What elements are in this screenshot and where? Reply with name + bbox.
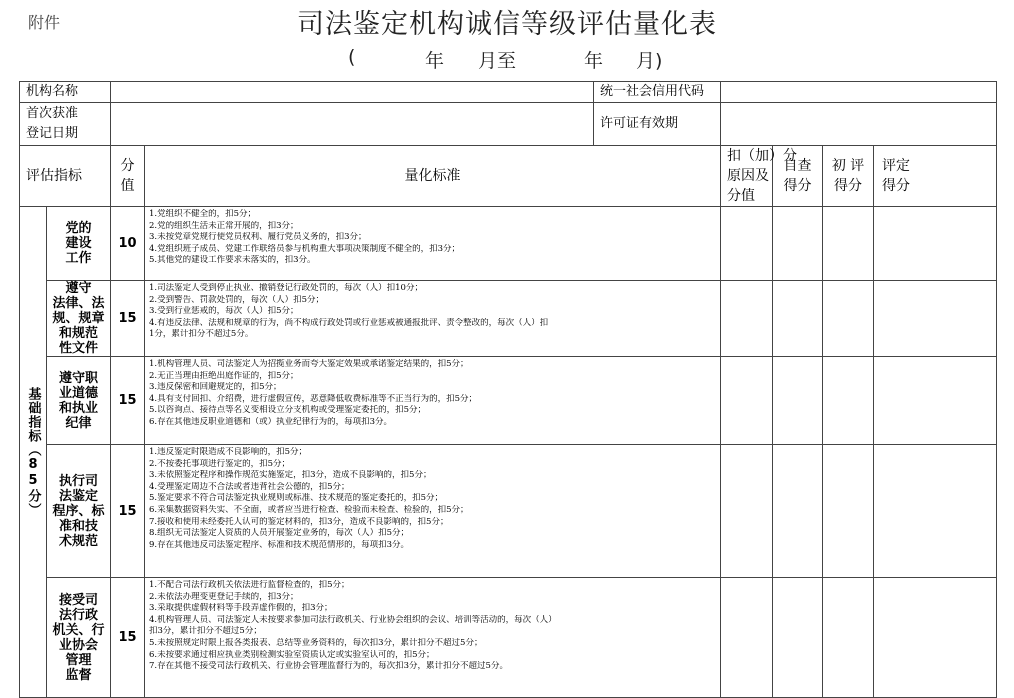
annex-label: 附件 <box>28 13 61 32</box>
first-registration-label-line1: 首次获准 <box>26 106 79 121</box>
category-line: 准和技 <box>59 518 99 534</box>
table-row <box>20 207 997 281</box>
deduction-header-line2: 原因及分值 <box>727 168 770 204</box>
standard-item: 扣3分，累计扣分不超过5分； <box>149 626 262 637</box>
category-line: 法行政 <box>59 607 99 623</box>
initial-review-header-line2: 得分 <box>834 178 863 194</box>
final-rating-score-field[interactable] <box>874 207 997 281</box>
standard-item: 1.不配合司法行政机关依法进行监督检查的，扣5分； <box>149 580 350 590</box>
final-rating-score-field[interactable] <box>874 357 997 445</box>
standard-item: 8.组织无司法鉴定人资质的人员开展鉴定业务的，每次（人）扣5分； <box>149 528 410 539</box>
self-check-header-line2: 得分 <box>783 178 812 194</box>
table-row <box>20 281 997 357</box>
initial-review-score-field[interactable] <box>823 281 874 357</box>
standard-item: 5.鉴定要求不符合司法鉴定执业规则或标准、技术规范的鉴定委托的，扣5分； <box>149 493 444 504</box>
final-rating-header-line1: 评定 <box>882 158 911 174</box>
first-registration-date-field[interactable] <box>111 103 594 146</box>
standard-item: 3.未依照鉴定程序和操作规范实施鉴定，扣3分，造成不良影响的，扣5分； <box>149 470 432 481</box>
category-line: 机关、行 <box>52 622 105 638</box>
standard-item: 1.党组织不健全的，扣5分； <box>149 209 257 219</box>
license-validity-field[interactable] <box>721 103 997 146</box>
standard-item: 4.有违反法律、法规和规章的行为，尚不构成行政处罚或行业惩戒被通报批评、责令整改的，每次（人）扣 <box>149 317 549 328</box>
page-title: 司法鉴定机构诚信等级评估量化表 <box>297 9 717 40</box>
category-line: 执行司 <box>59 473 99 489</box>
standard-item: 6.存在其他违反职业道德和（或）执业纪律行为的，每项扣3分。 <box>149 416 393 427</box>
standard-item: 5.未按照规定时限上报各类报表、总结等业务资料的，每次扣3分，累计扣分不超过5分； <box>149 637 483 648</box>
credit-code-label: 统一社会信用代码 <box>594 82 721 103</box>
standard-item: 3.采取提供虚假材料等手段弄虚作假的，扣3分； <box>149 603 333 614</box>
category-line: 接受司 <box>59 592 99 608</box>
score-value: 15 <box>111 578 145 698</box>
standard-item: 5.其他党的建设工作要求未落实的，扣3分。 <box>149 255 316 266</box>
category-cell <box>47 445 111 578</box>
evaluation-table <box>19 81 997 698</box>
period-month-to: 月至 <box>478 50 517 72</box>
standard-item: 9.存在其他违反司法鉴定程序、标准和技术规范情形的，每项扣3分。 <box>149 539 410 550</box>
category-line: 建设 <box>65 236 92 251</box>
period-year-end: 年 <box>584 50 604 72</box>
standard-item: 2.党的组织生活未正常开展的，扣3分； <box>149 220 299 231</box>
category-line: 业协会 <box>59 637 99 653</box>
first-registration-label <box>20 103 111 146</box>
indicator-header: 评估指标 <box>20 146 111 207</box>
standard-header: 量化标准 <box>145 146 721 207</box>
category-line: 法律、法 <box>52 296 105 311</box>
standard-item: 2.未依法办理变更登记手续的，扣3分； <box>149 591 299 602</box>
standard-item: 3.受到行业惩戒的，每次（人）扣5分； <box>149 306 299 317</box>
initial-review-score-field[interactable] <box>823 357 874 445</box>
score-header <box>111 146 145 207</box>
deduction-reason-field[interactable] <box>721 207 773 281</box>
standard-item: 2.无正当理由拒绝出庭作证的，扣5分； <box>149 370 299 381</box>
standard-item: 1.机构管理人员、司法鉴定人为招揽业务而夸大鉴定效果或承诺鉴定结果的，扣5分； <box>149 359 469 369</box>
standard-cell <box>145 281 721 357</box>
standard-item: 3.违反保密和回避规定的，扣5分； <box>149 382 282 393</box>
standard-cell <box>145 357 721 445</box>
deduction-reason-field[interactable] <box>721 281 773 357</box>
category-line: 性文件 <box>59 341 99 356</box>
standard-item: 7.存在其他不接受司法行政机关、行业协会管理监督行为的，每次扣3分，累计扣分不超过5分。 <box>149 661 508 672</box>
basic-indicator-group-label: 基础指标（85分） <box>25 387 41 517</box>
score-value: 10 <box>111 207 145 281</box>
category-cell <box>47 281 111 357</box>
self-check-score-field[interactable] <box>773 578 823 698</box>
category-line: 工作 <box>65 251 92 266</box>
standard-item: 6.采集数据资料失实、不全面，或者应当进行检查、检验而未检查、检验的，扣5分； <box>149 504 469 515</box>
category-line: 术规范 <box>59 533 99 549</box>
deduction-reason-field[interactable] <box>721 445 773 578</box>
org-name-row <box>20 82 997 103</box>
category-cell <box>47 578 111 698</box>
category-line: 业道德 <box>59 385 99 401</box>
self-check-score-field[interactable] <box>773 445 823 578</box>
score-value: 15 <box>111 281 145 357</box>
org-name-field[interactable] <box>111 82 594 103</box>
table-row <box>20 357 997 445</box>
initial-review-score-field[interactable] <box>823 578 874 698</box>
standard-item: 1.司法鉴定人受到停止执业、撤销登记行政处罚的，每次（人）扣10分； <box>149 283 423 293</box>
table-row <box>20 578 997 698</box>
category-line: 遵守职 <box>59 370 99 386</box>
license-validity-label: 许可证有效期 <box>594 103 721 146</box>
standard-item: 4.党组织班子成员、党建工作联络员参与机构重大事项决策制度不健全的，扣3分； <box>149 243 461 254</box>
standard-item: 2.不按委托事项进行鉴定的，扣5分； <box>149 458 291 469</box>
category-line: 纪律 <box>65 415 92 431</box>
category-line: 和执业 <box>59 400 99 416</box>
standard-item: 3.未按党章党规行使党员权利、履行党员义务的，扣3分； <box>149 232 367 243</box>
standard-item: 4.受理鉴定周边不合法或者违背社会公德的，扣5分； <box>149 481 350 492</box>
score-value: 15 <box>111 357 145 445</box>
self-check-score-field[interactable] <box>773 357 823 445</box>
category-cell <box>47 207 111 281</box>
standard-cell <box>145 207 721 281</box>
standard-cell <box>145 578 721 698</box>
standard-item: 4.具有支付回扣、介绍费，进行虚假宣传，恶意降低收费标准等不正当行为的，扣5分； <box>149 393 478 404</box>
period-year-start: 年 <box>425 50 445 72</box>
category-line: 规、规章 <box>52 311 105 326</box>
first-registration-label-line2: 登记日期 <box>26 126 79 141</box>
self-check-score-field[interactable] <box>773 207 823 281</box>
category-line: 党的 <box>65 221 92 236</box>
initial-review-header-line1: 初 评 <box>831 158 865 174</box>
final-rating-header-line2: 得分 <box>882 178 911 194</box>
org-name-label: 机构名称 <box>20 82 111 103</box>
period-month-end: 月) <box>636 50 663 72</box>
deduction-reason-field[interactable] <box>721 578 773 698</box>
category-line: 和规范 <box>59 326 99 341</box>
category-cell <box>47 357 111 445</box>
category-line: 监督 <box>65 667 92 683</box>
standard-item: 1分，累计扣分不超过5分。 <box>149 329 254 340</box>
header-row <box>20 146 997 207</box>
category-line: 遵守 <box>65 281 92 296</box>
initial-review-score-field[interactable] <box>823 207 874 281</box>
standard-cell <box>145 445 721 578</box>
self-check-score-field[interactable] <box>773 281 823 357</box>
standard-item: 4.机构管理人员、司法鉴定人未按要求参加司法行政机关、行业协会组织的会议、培训等活动的，每次（人） <box>149 614 557 625</box>
deduction-reason-field[interactable] <box>721 357 773 445</box>
score-header-line1: 分 <box>120 158 135 174</box>
score-header-line2: 值 <box>120 178 135 194</box>
self-check-header-line1: 自查 <box>783 158 812 174</box>
score-value: 15 <box>111 445 145 578</box>
category-line: 管理 <box>65 652 92 668</box>
standard-item: 6.未按要求通过相应执业类别检测实验室资质认定或实验室认可的，扣5分； <box>149 649 435 660</box>
standard-item: 2.受到警告、罚款处罚的，每次（人）扣5分； <box>149 294 325 305</box>
standard-item: 7.接收和使用未经委托人认可的鉴定材料的，扣3分，造成不良影响的，扣5分； <box>149 516 449 527</box>
final-rating-score-field[interactable] <box>874 578 997 698</box>
final-rating-score-field[interactable] <box>874 281 997 357</box>
table-row <box>20 445 997 578</box>
initial-review-score-field[interactable] <box>823 445 874 578</box>
final-rating-header <box>874 146 997 207</box>
period-open-paren: ( <box>348 46 356 68</box>
deduction-header-line1: 扣（加）分 <box>727 148 798 164</box>
credit-code-field[interactable] <box>721 82 997 103</box>
category-line: 法鉴定 <box>59 488 99 504</box>
first-registration-row <box>20 103 997 146</box>
final-rating-score-field[interactable] <box>874 445 997 578</box>
standard-item: 5.以咨询点、接待点等名义变相设立分支机构或受理鉴定委托的，扣5分； <box>149 405 427 416</box>
category-line: 程序、标 <box>52 503 105 519</box>
initial-review-header <box>823 146 874 207</box>
standard-item: 1.违反鉴定时限造成不良影响的，扣5分； <box>149 447 308 457</box>
basic-indicator-group <box>20 207 47 698</box>
